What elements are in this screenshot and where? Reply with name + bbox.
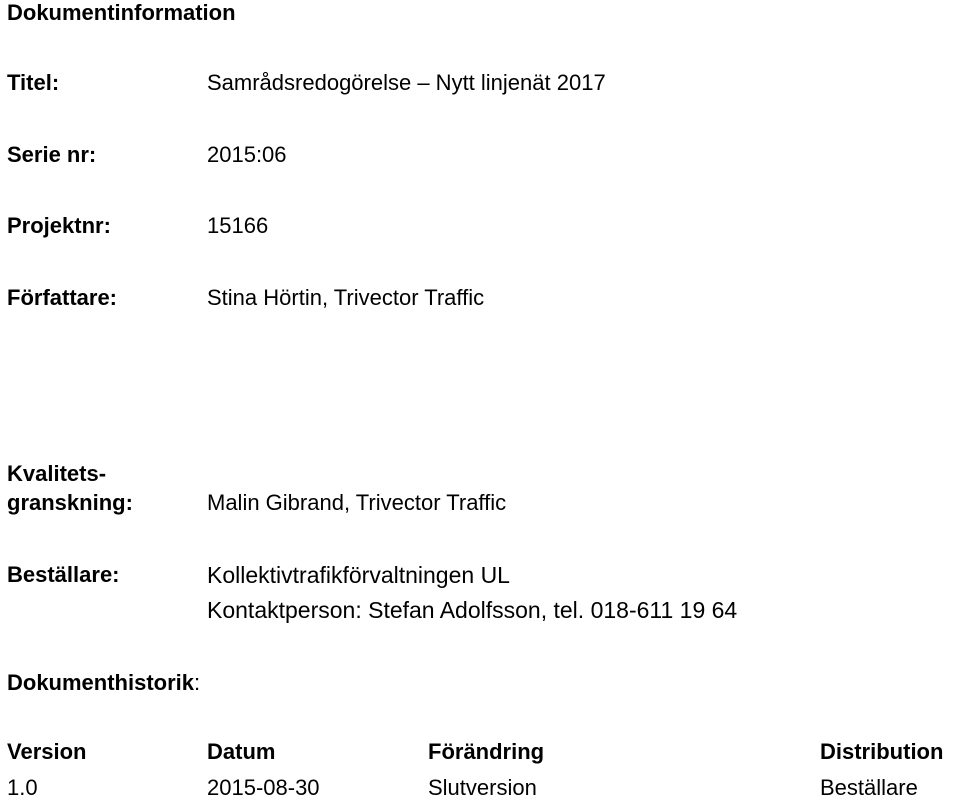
history-col-change: Förändring	[428, 739, 545, 764]
client-label: Beställare:	[7, 562, 120, 587]
project-value: 15166	[207, 213, 269, 238]
series-value: 2015:06	[207, 142, 287, 167]
client-value-line1: Kollektivtrafikförvaltningen UL	[207, 562, 510, 588]
series-label: Serie nr:	[7, 142, 97, 167]
author-value: Stina Hörtin, Trivector Traffic	[207, 285, 485, 310]
history-row-distribution: Beställare	[820, 775, 918, 800]
history-heading-text: Dokumenthistorik	[7, 670, 195, 695]
history-heading-colon: :	[194, 670, 201, 695]
project-label: Projektnr:	[7, 213, 111, 238]
history-row-date: 2015-08-30	[207, 775, 320, 800]
history-heading	[7, 670, 200, 696]
document-heading: Dokumentinformation	[7, 0, 236, 25]
author-label: Författare:	[7, 285, 118, 310]
history-row-change: Slutversion	[428, 775, 537, 800]
quality-review-label-line1: Kvalitets-	[7, 461, 107, 486]
history-row-version: 1.0	[7, 775, 38, 800]
history-col-distribution: Distribution	[820, 739, 944, 764]
quality-review-label-line2: granskning:	[7, 490, 133, 515]
title-label: Titel:	[7, 70, 60, 95]
quality-review-value: Malin Gibrand, Trivector Traffic	[207, 490, 507, 515]
history-col-version: Version	[7, 739, 87, 764]
client-contact: Kontaktperson: Stefan Adolfsson, tel. 018-611 19 64	[207, 597, 738, 623]
history-col-date: Datum	[207, 739, 276, 764]
title-value: Samrådsredogörelse – Nytt linjenät 2017	[207, 70, 606, 95]
